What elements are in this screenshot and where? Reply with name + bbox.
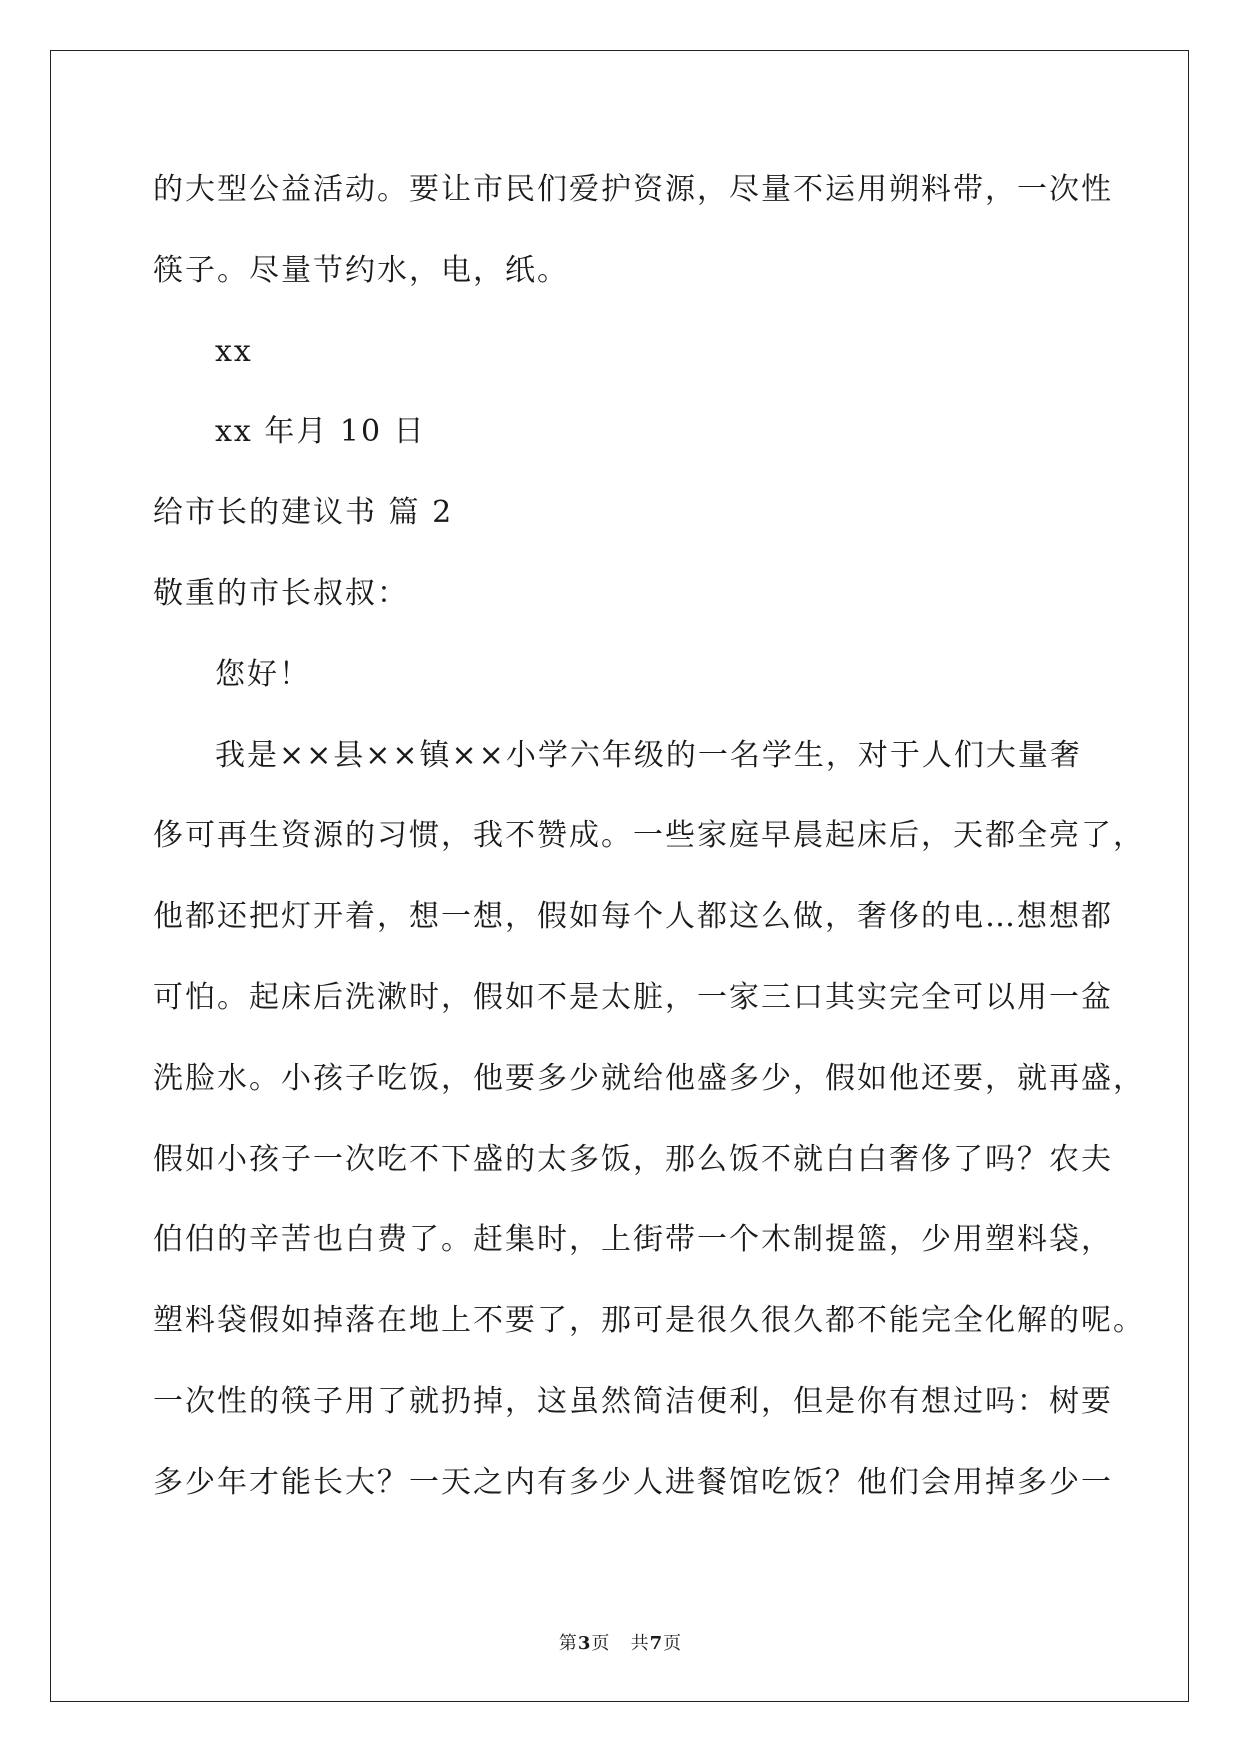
greeting: 您好！ — [215, 656, 311, 692]
page-suffix: 页 — [591, 1633, 611, 1654]
page-footer — [0, 1632, 1241, 1656]
paragraph-line: 我是××县××镇××小学六年级的一名学生，对于人们大量奢 — [215, 737, 1082, 773]
signature-name: xx — [215, 333, 253, 369]
paragraph-line: 假如小孩子一次吃不下盛的太多饭，那么饭不就白白奢侈了吗？农夫 — [153, 1141, 1113, 1177]
page-number: 3 — [577, 1633, 592, 1654]
paragraph-line: 筷子。尽量节约水，电，纸。 — [153, 252, 569, 288]
salutation: 敬重的市长叔叔： — [153, 575, 409, 611]
total-suffix: 页 — [663, 1633, 683, 1654]
paragraph-line: 一次性的筷子用了就扔掉，这虽然简洁便利，但是你有想过吗：树要 — [153, 1383, 1113, 1419]
paragraph-line: 可怕。起床后洗漱时，假如不是太脏，一家三口其实完全可以用一盆 — [153, 979, 1113, 1015]
paragraph-line: 伯伯的辛苦也白费了。赶集时，上街带一个木制提篮，少用塑料袋， — [153, 1222, 1113, 1258]
total-prefix: 共 — [630, 1633, 650, 1654]
paragraph-line: 洗脸水。小孩子吃饭，他要多少就给他盛多少，假如他还要，就再盛， — [153, 1060, 1145, 1096]
paragraph-line: 多少年才能长大？一天之内有多少人进餐馆吃饭？他们会用掉多少一 — [153, 1464, 1113, 1500]
paragraph-line: 塑料袋假如掉落在地上不要了，那可是很久很久都不能完全化解的呢。 — [153, 1303, 1145, 1339]
total-pages: 7 — [649, 1633, 664, 1654]
paragraph-line: 的大型公益活动。要让市民们爱护资源，尽量不运用朔料带，一次性 — [153, 172, 1113, 207]
signature-date: xx 年月 10 日 — [215, 414, 426, 450]
paragraph-line: 侈可再生资源的习惯，我不赞成。一些家庭早晨起床后，天都全亮了， — [153, 818, 1145, 854]
page-prefix: 第 — [558, 1633, 578, 1654]
document-body — [153, 163, 1145, 1537]
section-heading: 给市长的建议书 篇 2 — [153, 495, 454, 531]
paragraph-line: 他都还把灯开着，想一想，假如每个人都这么做，奢侈的电…想想都 — [153, 899, 1113, 935]
